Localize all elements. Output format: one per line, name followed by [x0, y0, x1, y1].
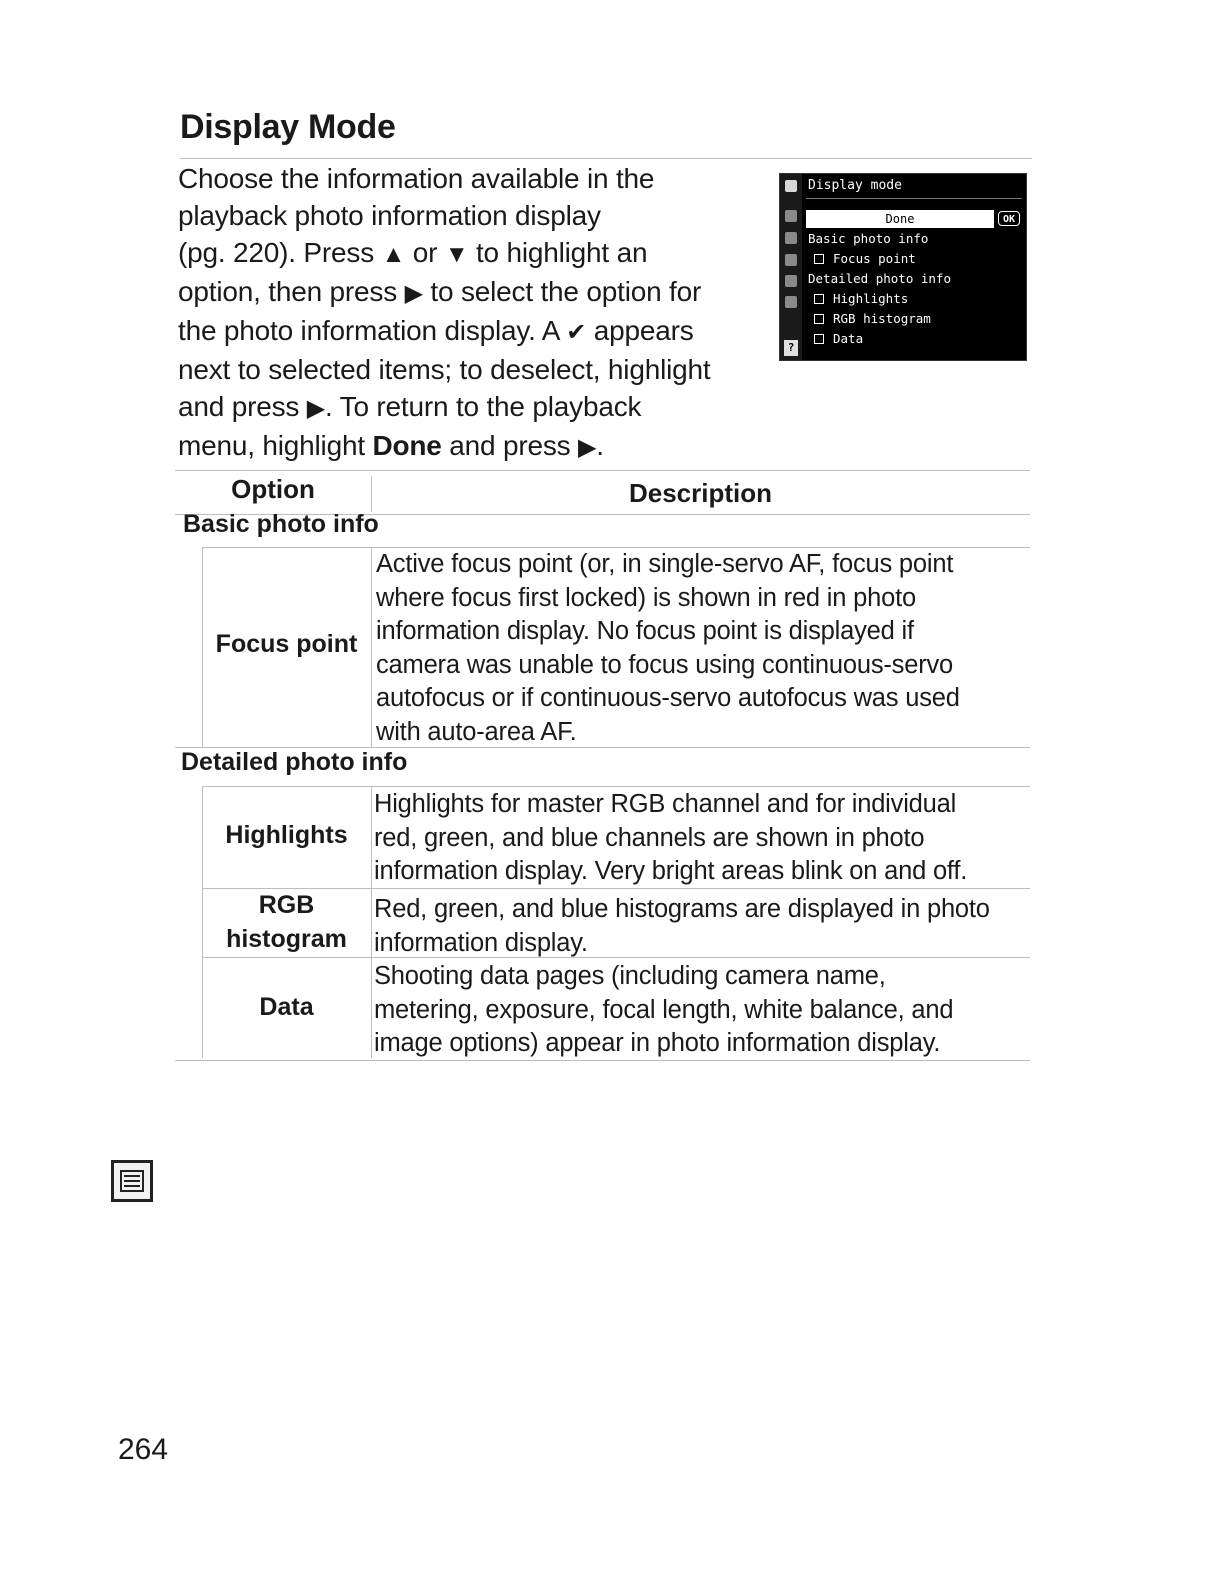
intro-line-8 — [178, 427, 768, 466]
option-rgb-line-2: histogram — [226, 925, 347, 953]
description-line: metering, exposure, focal length, white balance, and — [374, 995, 954, 1024]
description-line: Highlights for master RGB channel and for individual — [374, 790, 957, 818]
intro-text: . To return to the playback — [325, 391, 642, 422]
up-arrow-icon: ▲ — [381, 241, 406, 268]
group-rule — [202, 786, 1030, 787]
description-line: Active focus point (or, in single-servo AF, focus point — [376, 550, 954, 578]
description-line: information display. — [374, 928, 588, 957]
description-line: with auto-area AF. — [376, 717, 577, 746]
camera-menu-divider — [806, 198, 1022, 199]
intro-line-1: Choose the information available in the — [178, 163, 655, 194]
intro-text: and press — [441, 430, 579, 461]
description-data — [374, 960, 953, 1061]
shooting-tab-icon — [785, 210, 797, 222]
retouch-tab-icon — [785, 275, 797, 287]
description-line: image options) appear in photo information display. — [374, 1029, 941, 1057]
playback-menu-icon-line — [124, 1180, 140, 1182]
group-basic-photo-info: Basic photo info — [183, 510, 379, 538]
page-number: 264 — [118, 1433, 169, 1466]
column-header-option: Option — [231, 474, 315, 504]
option-focus-point: Focus point — [215, 630, 358, 658]
right-arrow-icon: ▶ — [306, 395, 326, 422]
intro-text: to select the option for — [422, 276, 702, 307]
camera-menu-screenshot — [779, 173, 1027, 361]
camera-menu-basic-photo-info: Basic photo info — [808, 231, 929, 246]
group-detailed-photo-info: Detailed photo info — [181, 748, 408, 776]
camera-menu-focus-point: Focus point — [814, 251, 916, 267]
description-line: camera was unable to focus using continuous-servo — [376, 650, 954, 679]
intro-text: or — [405, 237, 445, 268]
option-rgb-histogram — [202, 888, 371, 956]
check-icon: ✔ — [566, 319, 587, 346]
camera-menu-title: Display mode — [808, 178, 902, 193]
intro-paragraph — [178, 160, 768, 466]
intro-line-6: next to selected items; to deselect, highlight — [178, 354, 711, 385]
intro-text: appears — [586, 315, 694, 346]
row-divider — [371, 786, 372, 1058]
description-line: red, green, and blue channels are shown in photo — [374, 823, 925, 852]
intro-text: and press — [178, 391, 307, 422]
description-highlights — [374, 788, 967, 889]
intro-line-5 — [178, 312, 768, 351]
camera-menu-rgb-histogram: RGB histogram — [814, 311, 931, 327]
intro-text: to highlight an — [468, 237, 648, 268]
title-divider — [180, 158, 1032, 159]
intro-text: the photo information display. A — [178, 315, 567, 346]
header-divider — [371, 476, 372, 512]
ok-button-icon: OK — [998, 211, 1020, 226]
playback-tab-icon — [785, 180, 797, 192]
description-line: information display. Very bright areas blink on and off. — [374, 857, 968, 885]
down-arrow-icon: ▼ — [444, 241, 469, 268]
intro-line-7 — [178, 388, 768, 427]
camera-menu-highlights: Highlights — [814, 291, 908, 307]
table-bottom-rule — [175, 1060, 1030, 1061]
section-title: Display Mode — [180, 108, 396, 146]
right-arrow-icon: ▶ — [404, 280, 423, 307]
option-highlights: Highlights — [225, 821, 348, 849]
help-icon: ? — [784, 340, 798, 356]
option-data: Data — [259, 993, 314, 1021]
my-menu-tab-icon — [785, 296, 797, 308]
row-divider — [371, 547, 372, 747]
camera-menu-tabs — [780, 174, 802, 360]
right-arrow-icon: ▶ — [578, 434, 597, 461]
playback-menu-icon — [111, 1160, 153, 1202]
table-top-rule — [175, 470, 1030, 471]
playback-menu-icon-line — [124, 1175, 140, 1177]
intro-line-2: playback photo information display — [178, 200, 601, 231]
playback-menu-icon-line — [124, 1185, 140, 1187]
done-keyword: Done — [372, 430, 442, 461]
option-rgb-line-1: RGB — [258, 891, 315, 919]
intro-text: . — [596, 430, 604, 461]
intro-text: menu, highlight — [178, 430, 373, 461]
column-header-description: Description — [628, 478, 773, 508]
description-rgb-histogram — [374, 893, 990, 960]
description-line: information display. No focus point is displayed if — [376, 617, 914, 645]
camera-menu-done: Done — [806, 210, 994, 228]
intro-line-4 — [178, 273, 768, 312]
description-line: Shooting data pages (including camera name, — [374, 962, 886, 990]
description-line: Red, green, and blue histograms are displayed in photo — [374, 895, 990, 923]
description-line: where focus first locked) is shown in red in photo — [376, 583, 916, 612]
camera-menu-detailed-photo-info: Detailed photo info — [808, 271, 951, 286]
intro-text: option, then press — [178, 276, 405, 307]
setup-tab-icon — [785, 254, 797, 266]
row-rule — [202, 957, 1030, 958]
camera-menu-data: Data — [814, 331, 863, 347]
intro-text: (pg. 220). Press — [178, 237, 382, 268]
intro-line-3 — [178, 234, 768, 273]
description-focus-point — [376, 548, 960, 749]
description-line: autofocus or if continuous-servo autofocus was used — [376, 684, 960, 712]
custom-settings-tab-icon — [785, 232, 797, 244]
